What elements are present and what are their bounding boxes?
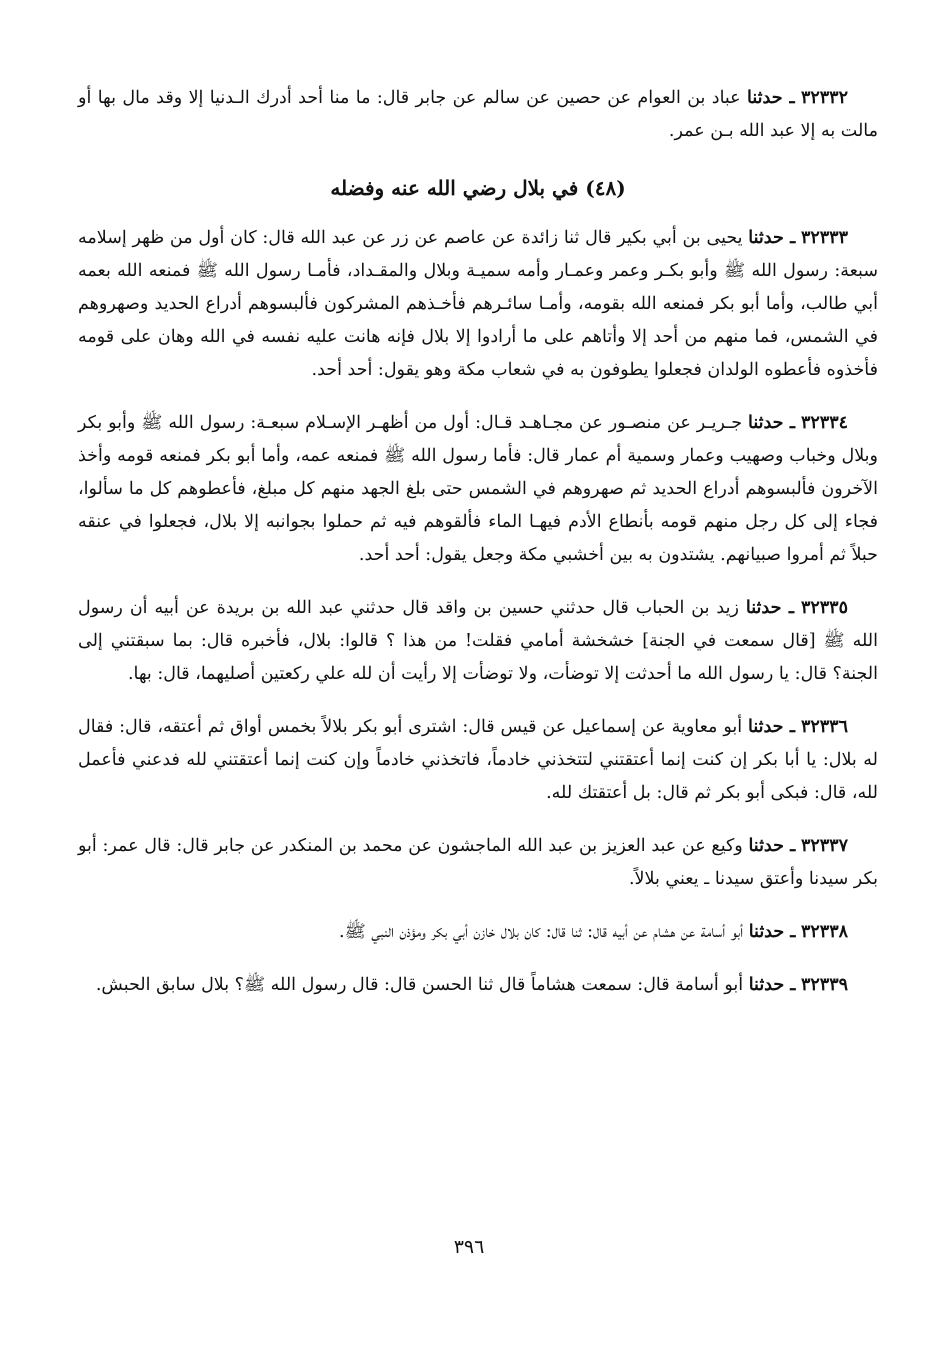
hadith-opener: ـ حدثنا — [748, 717, 796, 737]
hadith-paragraph — [78, 916, 878, 949]
hadith-paragraph — [78, 969, 878, 1002]
hadith-text: وكيع عن عبد العزيز بن عبد الله الماجشون عن محمد بن المنكدر عن جابر قال: قال عمر: أبو بكر سيدنا وأعتق سيدنا ـ يعني بلالاً. — [78, 836, 878, 889]
hadith-text: يحيى بن أبي بكير قال ثنا زائدة عن عاصم عن زر عن عبد الله قال: كان أول من ظهر إسلامه سبعة: رسول الله ﷺ وأبو بكـر وعمر وعمـار وأمه سميـة وبلال والمقـداد، فأمـا رسول الله ﷺ فمنعه الله بعمه أبي طالب، وأما أبو بكر فمنعه الله بقومه، وأمـا سائـرهم فأخـذهم المشركون فألبسوهم أدراع الحديد وصهروهم في الشمس، فما منهم من أحد إلا وأتاهم على ما أرادوا إلا بلال فإنه هانت عليه نفسه في الله وهان على قومه فأخذوه فأعطوه الولدان فجعلوا يطوفون به في شعاب مكة وهو يقول: أحد أحد. — [78, 228, 878, 380]
section-heading: (٤٨) في بلال رضي الله عنه وفضله — [330, 176, 626, 200]
page-number: ٣٩٦ — [453, 1236, 485, 1258]
hadith-number: ٣٢٣٣٨ — [801, 922, 848, 942]
hadith-opener: ـ حدثنا — [748, 922, 796, 942]
hadith-opener: ـ حدثنا — [748, 228, 796, 248]
hadith-paragraph — [78, 830, 878, 896]
hadith-text: عباد بن العوام عن حصين عن سالم عن جابر قال: ما منا أحد أدرك الـدنيا إلا وقد مال بها أو مالت به إلا عبد الله بـن عمر. — [78, 88, 878, 141]
hadith-paragraph — [78, 222, 878, 387]
hadith-opener: ـ حدثنا — [748, 836, 796, 856]
hadith-number: ٣٢٣٣٩ — [801, 975, 848, 995]
hadith-number: ٣٢٣٣٧ — [800, 836, 848, 856]
hadith-number: ٣٢٣٣٢ — [800, 88, 848, 108]
hadith-opener: ـ حدثنا — [748, 975, 796, 995]
hadith-text: أبو أسامة قال: سمعت هشاماً قال ثنا الحسن قال: قال رسول الله ﷺ؟ بلال سابق الحبش. — [95, 975, 744, 995]
hadith-opener: ـ حدثنا — [747, 413, 796, 433]
hadith-opener: ـ حدثنا — [747, 88, 795, 108]
hadith-paragraph — [78, 407, 878, 572]
hadith-paragraph — [78, 82, 878, 148]
hadith-text: أبو معاوية عن إسماعيل عن قيس قال: اشترى أبو بكر بلالاً بخمس أواق ثم أعتقه، قال: فقال له بلال: يا أبا بكر إن كنت إنما أعتقتني لتتخذني خادماً، فاتخذني خادماً وإن كنت إنما أعتقتني لله فدعني فأعمل لله، قال: فبكى أبو بكر ثم قال: بل أعتقتك لله. — [78, 717, 878, 803]
hadith-number: ٣٢٣٣٣ — [800, 228, 848, 248]
hadith-text: أبو أسامة عن هشام عن أبيه قال: ثنا قال: كان بلال خازن أبي بكر ومؤذن النبي ﷺ. — [339, 922, 744, 942]
hadith-paragraph — [78, 711, 878, 810]
hadith-opener: ـ حدثنا — [745, 598, 795, 618]
hadith-paragraph — [78, 592, 878, 691]
hadith-text: جـريـر عن منصـور عن مجـاهـد قـال: أول من أظهـر الإسـلام سبعـة: رسول الله ﷺ وأبو بكر وبلال وخباب وصهيب وعمار وسمية أم عمار قال: فأما رسول الله ﷺ فمنعه عمه، وأما أبو بكر فمنعه قومه وأخذ الآخرون فألبسوهم أدراع الحديد ثم صهروهم في الشمس حتى بلغ الجهد منهم كل مبلغ، فأعطوهم كل ما سألوا، فجاء إلى كل رجل منهم قومه بأنطاع الأدم فيهـا الماء فألقوهم فيه ثم حملوا بجوانبه إلا بلال، فجعلوا في عنقه حبلاً ثم أمروا صبيانهم. يشتدون به بين أخشبي مكة وجعل يقول: أحد أحد. — [78, 413, 878, 565]
hadith-number: ٣٢٣٣٤ — [801, 413, 848, 433]
hadith-number: ٣٢٣٣٦ — [800, 717, 848, 737]
hadith-number: ٣٢٣٣٥ — [800, 598, 848, 618]
hadith-text: زيد بن الحباب قال حدثني حسين بن واقد قال حدثني عبد الله بن بريدة عن أبيه أن رسول الله ﷺ [قال سمعت في الجنة] خشخشة أمامي فقلت! من هذا ؟ قالوا: بلال، فأخبره قال: بما سبقتني إلى الجنة؟ قال: يا رسول الله ما أحدثت إلا توضأت، ولا توضأت إلا رأيت أن لله علي ركعتين أصليهما، قال: بها. — [78, 598, 878, 684]
page-body — [78, 82, 878, 1022]
